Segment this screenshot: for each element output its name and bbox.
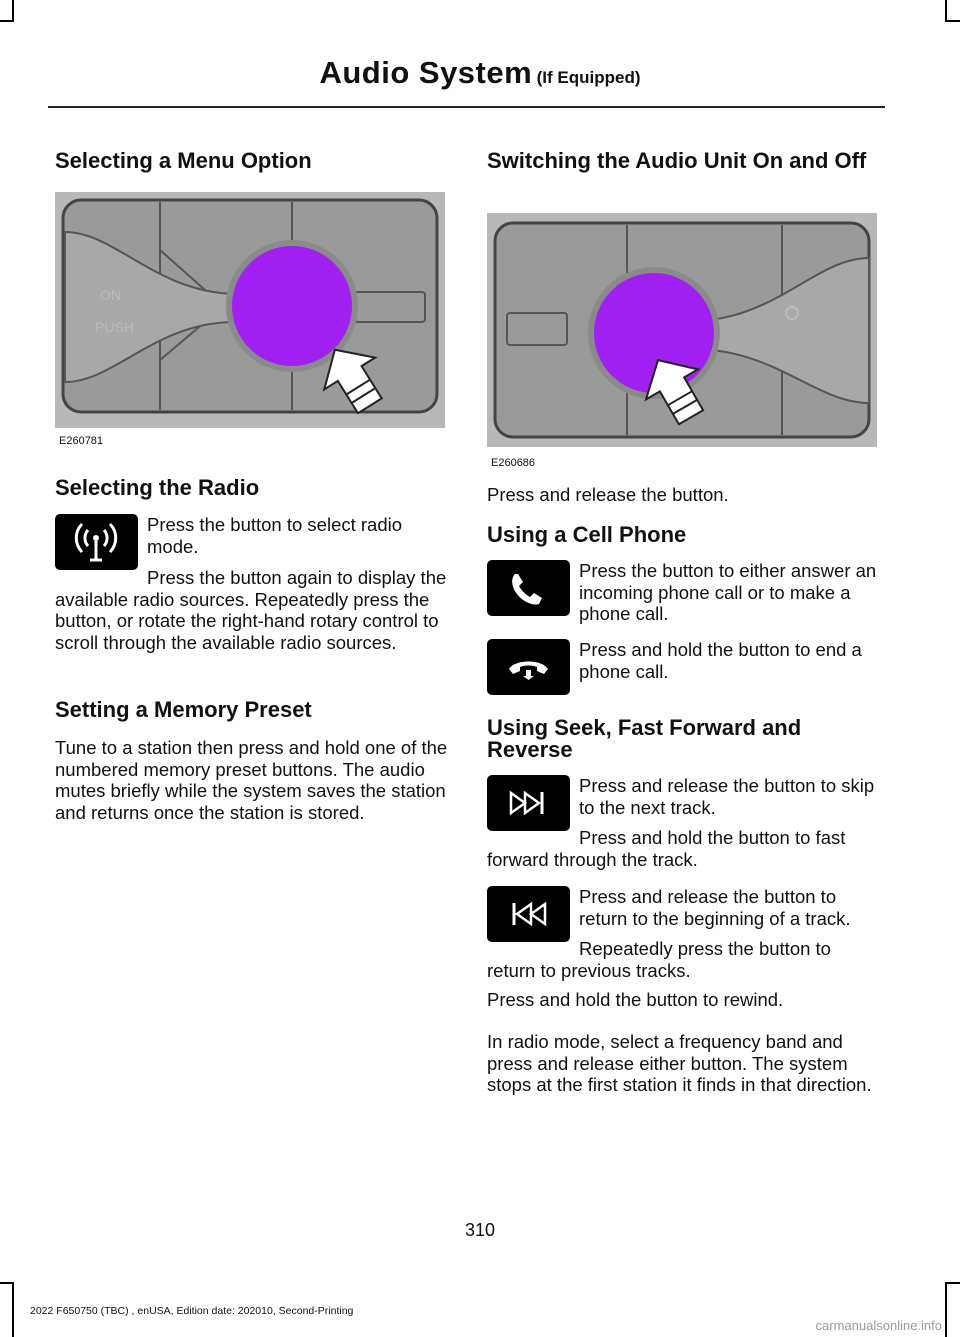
seek-heading: Using Seek, Fast Forward and Reverse: [487, 715, 802, 762]
svg-text:PUSH: PUSH: [95, 319, 134, 335]
crop-mark: [0, 20, 14, 22]
radio-heading: Selecting the Radio: [55, 475, 260, 500]
edition-line: 2022 F650750 (TBC) , enUSA, Edition date: 202010, Second-Printing: [30, 1305, 354, 1317]
preset-paragraph: Tune to a station then press and hold one of the numbered memory preset buttons. The audio mutes briefly while the system saves the station and returns once the station is stored.: [55, 737, 448, 823]
radio-paragraph-2: Press the button again to display the available radio sources. Repeatedly press the button, or rotate the right-hand rotary control to scroll through the available radio sources.: [55, 567, 447, 653]
phone-paragraph-1: Press the button to either answer an incoming phone call or to make a phone call.: [579, 560, 877, 624]
phone-heading: Using a Cell Phone: [487, 522, 687, 547]
seek-paragraph-5: Press and hold the button to rewind.: [487, 989, 784, 1010]
on-off-figure: [487, 213, 877, 447]
crop-mark: [12, 1282, 14, 1337]
skip-previous-icon: [487, 886, 570, 942]
seek-paragraph-6: In radio mode, select a frequency band and press and release either button. The system stops at the first station it finds in that direction.: [487, 1031, 872, 1095]
seek-paragraph-4: Repeatedly press the button to return to previous tracks.: [487, 938, 831, 981]
svg-text:ON: ON: [100, 287, 121, 303]
phone-handset-icon: [487, 560, 570, 616]
hang-up-icon: [487, 639, 570, 695]
menu-figure-caption: E260781: [59, 435, 104, 447]
phone-paragraph-2: Press and hold the button to end a phone call.: [579, 639, 862, 682]
page-number: 310: [464, 1220, 496, 1240]
seek-paragraph-1: Press and release the button to skip to the next track.: [579, 775, 875, 818]
crop-mark: [945, 0, 947, 22]
page-title: Audio System: [319, 55, 533, 90]
menu-option-figure: [55, 192, 445, 428]
onoff-paragraph: Press and release the button.: [487, 484, 729, 505]
crop-mark: [945, 1282, 947, 1337]
page-subtitle: (If Equipped): [536, 68, 641, 87]
radio-antenna-icon: [55, 514, 138, 570]
page-header: [0, 55, 960, 91]
onoff-heading: Switching the Audio Unit On and Off: [487, 148, 867, 173]
preset-heading: Setting a Memory Preset: [55, 697, 312, 722]
crop-mark: [946, 1282, 960, 1284]
radio-paragraph-1: Press the button to select radio mode.: [147, 514, 403, 557]
crop-mark: [12, 0, 14, 22]
crop-mark: [946, 20, 960, 22]
menu-heading: Selecting a Menu Option: [55, 148, 312, 173]
seek-paragraph-2: Press and hold the button to fast forward through the track.: [487, 827, 846, 870]
crop-mark: [0, 1282, 14, 1284]
header-rule: [48, 106, 885, 108]
watermark: carmanualsonline.info: [815, 1318, 942, 1333]
onoff-figure-caption: E260686: [491, 457, 536, 469]
skip-next-icon: [487, 775, 570, 831]
seek-paragraph-3: Press and release the button to return to the beginning of a track.: [579, 886, 851, 929]
